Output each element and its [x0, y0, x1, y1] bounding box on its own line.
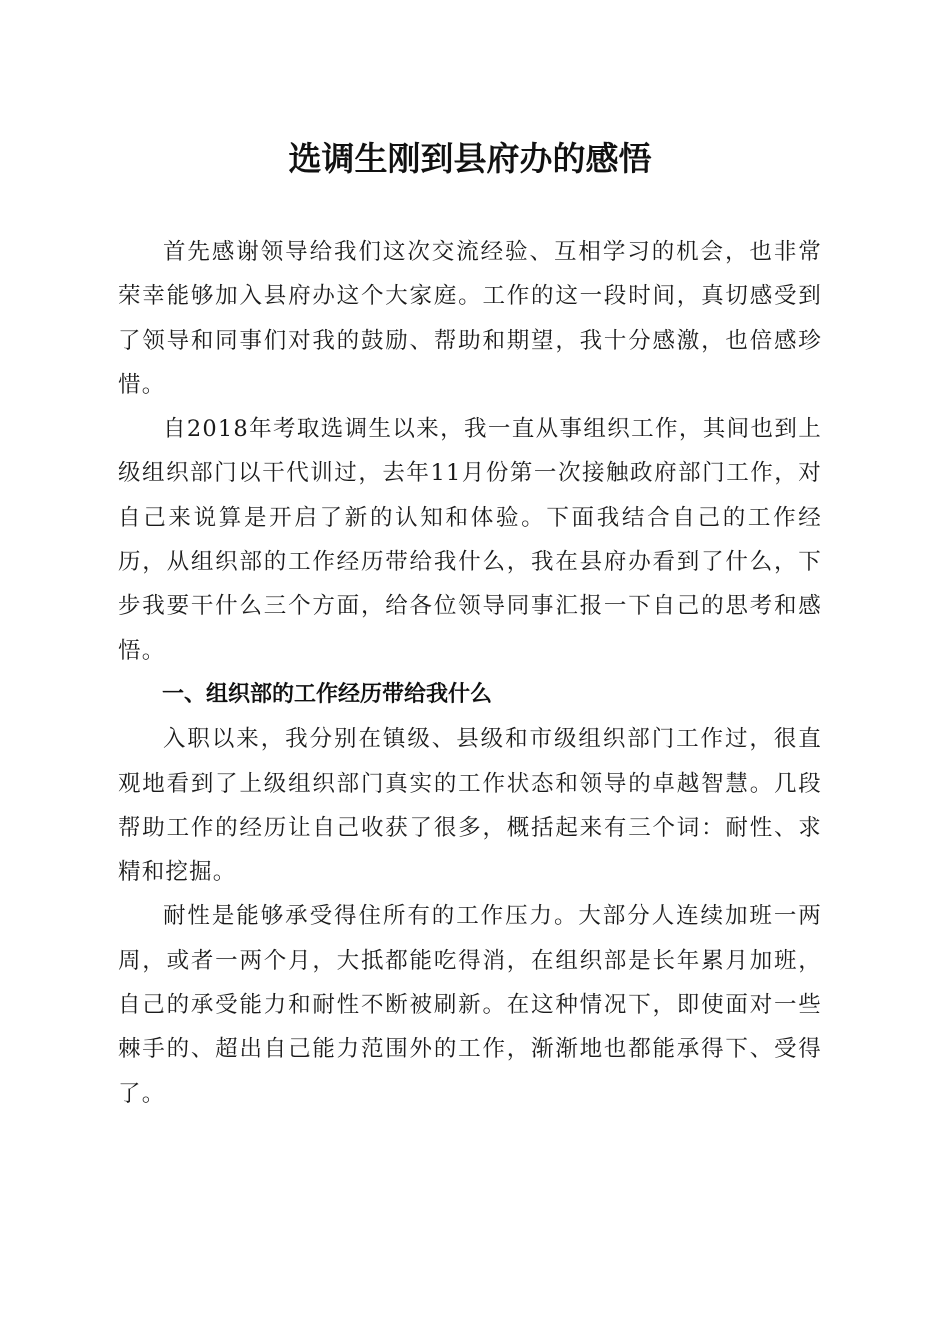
- paragraph-intro: 首先感谢领导给我们这次交流经验、互相学习的机会，也非常荣幸能够加入县府办这个大家庭。工作的这一段时间，真切感受到了领导和同事们对我的鼓励、帮助和期望，我十分感激，也倍感珍惜。: [118, 239, 822, 398]
- paragraph-experience: 入职以来，我分别在镇级、县级和市级组织部门工作过，很直观地看到了上级组织部门真实的工作状态和领导的卓越智慧。几段帮助工作的经历让自己收获了很多，概括起来有三个词：耐性、求精和挖掘。: [118, 726, 822, 886]
- document-title: 选调生刚到县府办的感悟: [288, 139, 652, 178]
- section-heading: 一、组织部的工作经历带给我什么: [162, 681, 493, 707]
- paragraph-background: 自2018年考取选调生以来，我一直从事组织工作，其间也到上级组织部门以干代训过，去年11月份第一次接触政府部门工作，对自己来说算是开启了新的认知和体验。下面我结合自己的工作经历，从组织部的工作经历带给我什么，我在县府办看到了什么，下步我要干什么三个方面，给各位领导同事汇报一下自己的思考和感悟。: [118, 416, 822, 664]
- paragraph-patience: 耐性是能够承受得住所有的工作压力。大部分人连续加班一两周，或者一两个月，大抵都能吃得消，在组织部是长年累月加班，自己的承受能力和耐性不断被刷新。在这种情况下，即使面对一些棘手的、超出自己能力范围外的工作，渐渐地也都能承得下、受得了。: [118, 903, 822, 1107]
- document-body: [118, 230, 822, 1116]
